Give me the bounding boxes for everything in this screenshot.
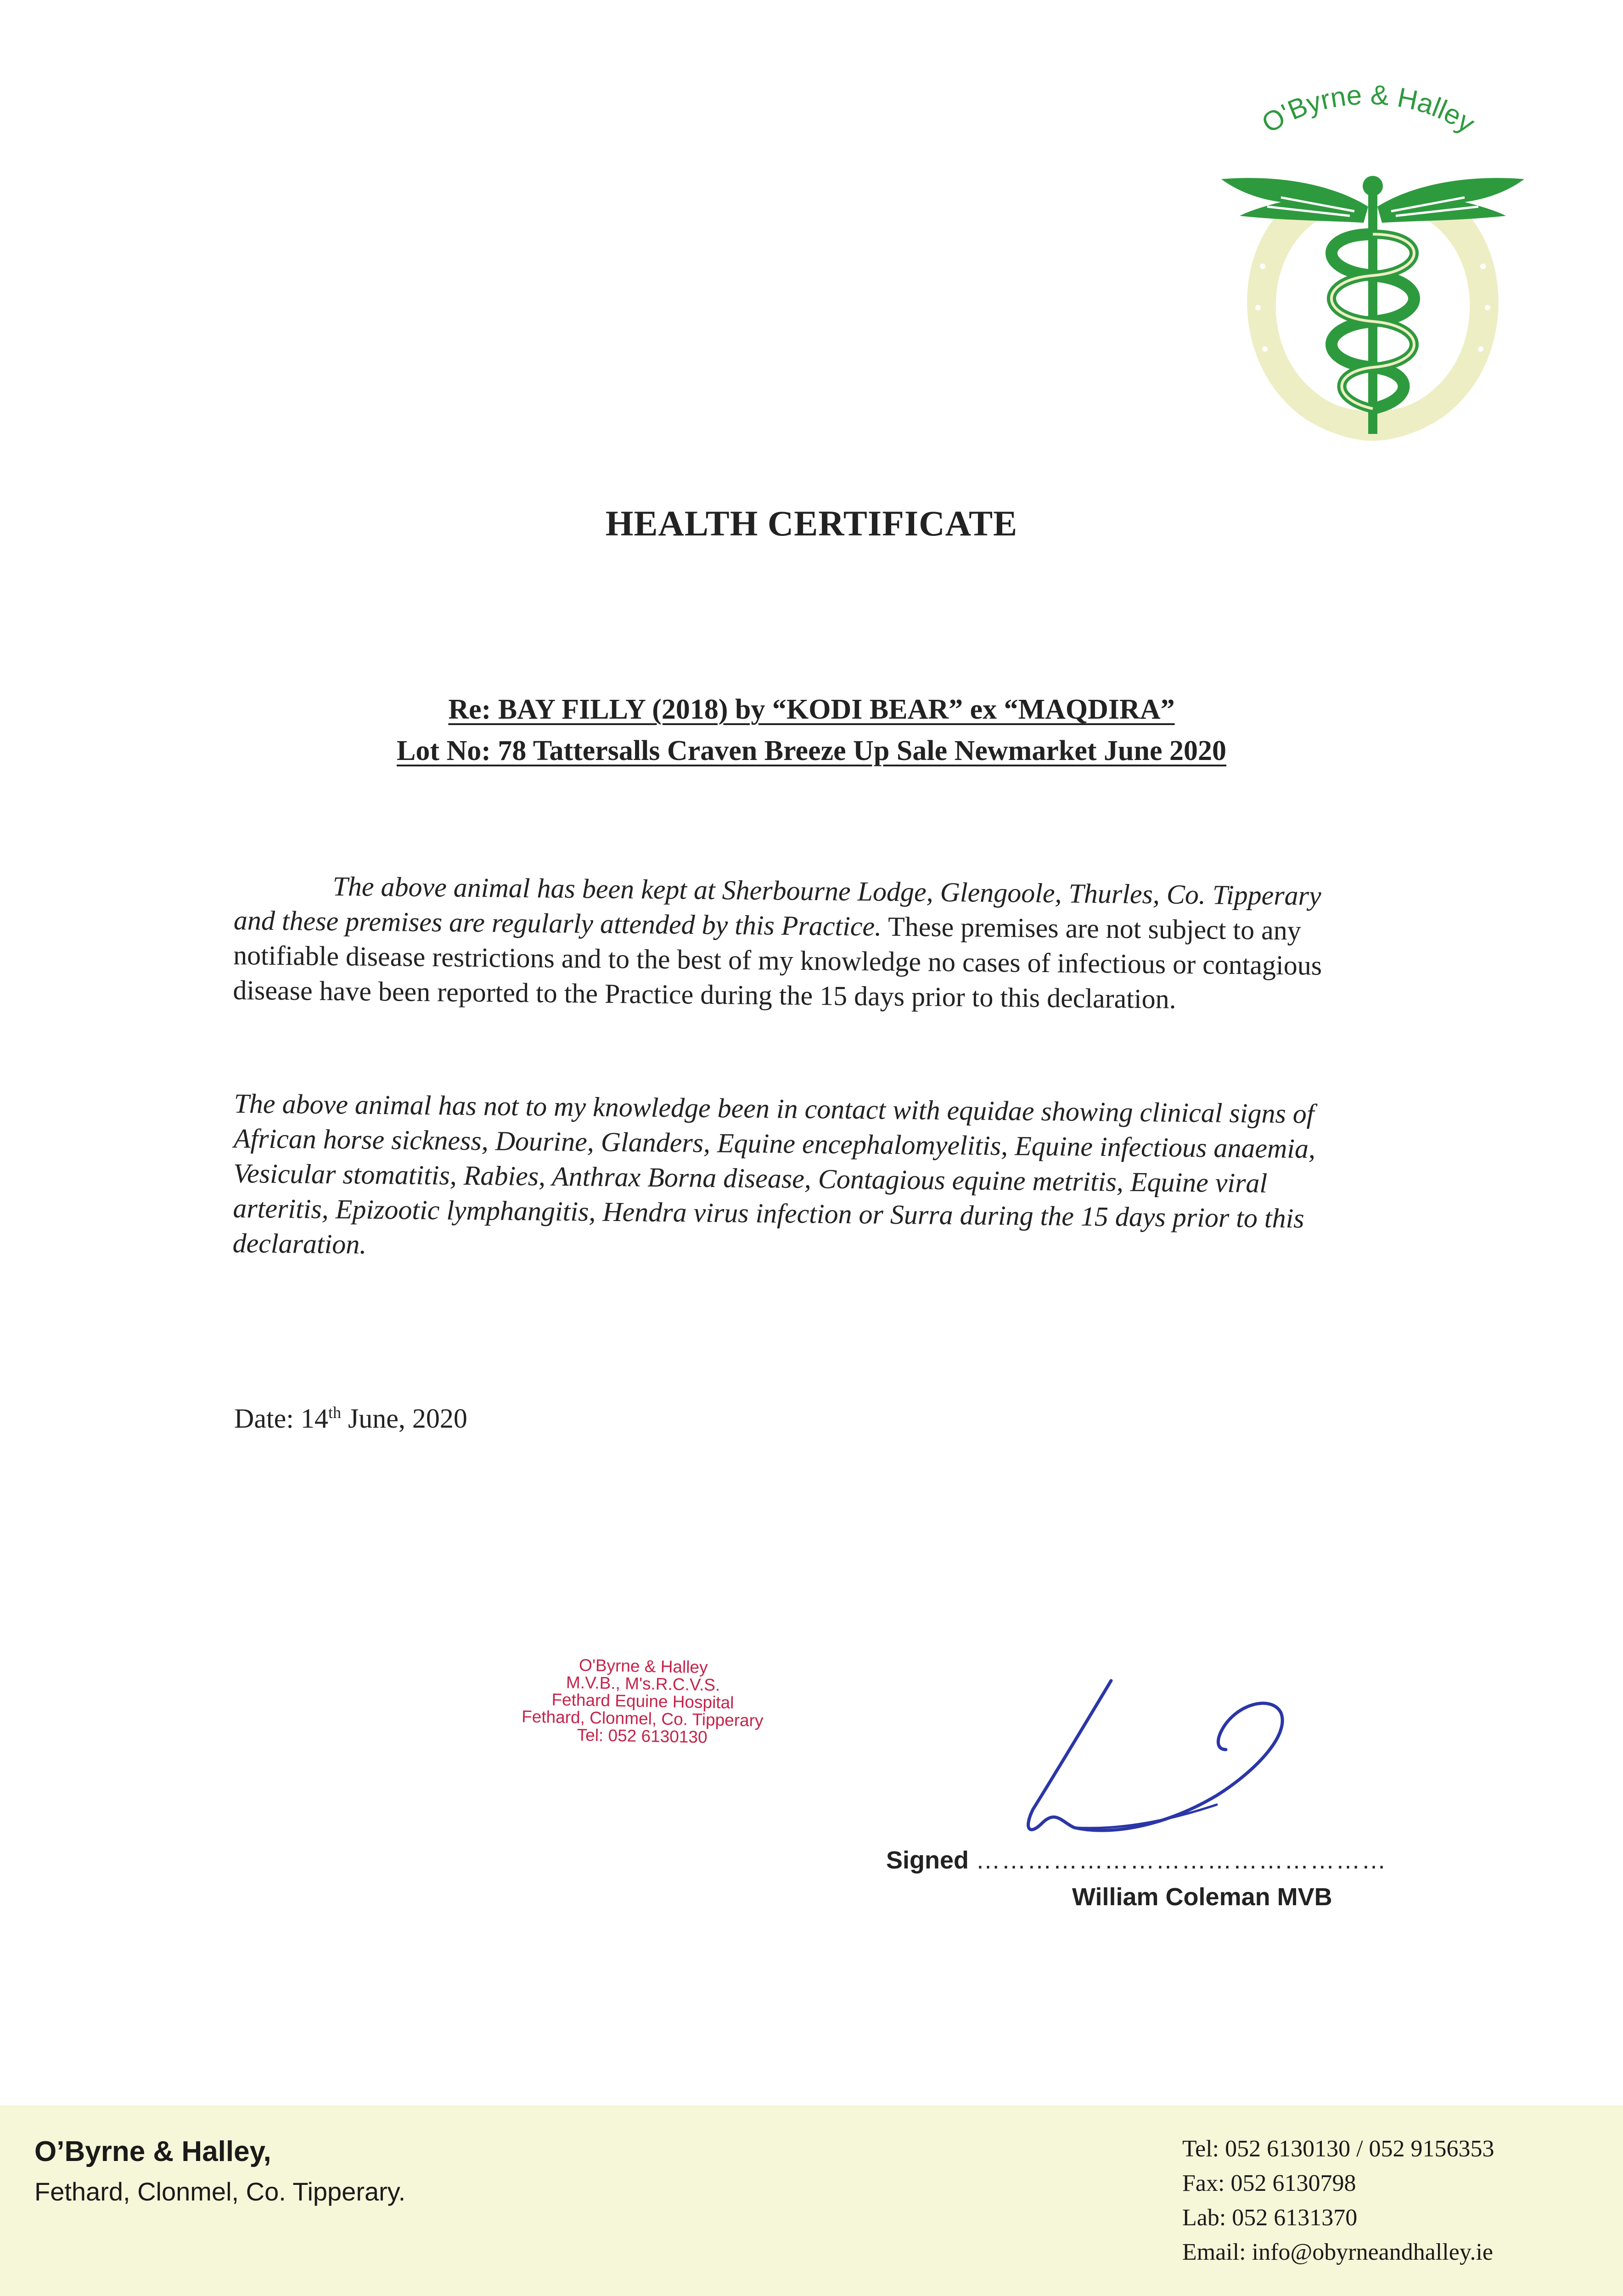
premises-italic-text: The above animal has been kept at Sherbourne Lodge, Glengoole, Thurles, Co. Tipperary and these premises are regularly attended by this Practice. [233,871,1321,942]
footer-tel: Tel: 052 6130130 / 052 9156353 [1182,2136,1494,2162]
signer-name: William Coleman MVB [1072,1883,1332,1911]
stamp-line-name: O'Byrne & Halley [578,1655,708,1677]
premises-declaration-paragraph [233,868,1354,1018]
lot-number-line: Lot No: 78 Tattersalls Craven Breeze Up Sale Newmarket June 2020 [397,735,1226,766]
signed-label: Signed ………………………………………… [886,1846,1387,1874]
stamp-line-qualifications: M.V.B., M's.R.C.V.S. [566,1673,720,1694]
declaration-date: Date: 14th June, 2020 [234,1403,467,1434]
footer-lab: Lab: 052 6131370 [1182,2205,1358,2231]
footer-email: Email: info@obyrneandhalley.ie [1182,2239,1493,2265]
signature-line: ………………………………………… [976,1846,1387,1874]
practice-stamp [495,1655,790,1747]
logo-brand-text: O'Byrne & Halley [1256,79,1481,139]
handwritten-signature [978,1671,1309,1864]
disease-contact-paragraph: The above animal has not to my knowledge been in contact with equidae showing clinical signs of African horse sickness, Dourine, Glanders, Equine encephalomyelitis, Equine infectious anaemia, Vesicular stomatitis, Rabies, Anthrax Borna disease, Contagious equine metritis, Equine viral arteritis, Epizootic lymphangitis, Hendra virus infection or Surra during the 15 days prior to this declaration. [232,1088,1316,1260]
footer-fax: Fax: 052 6130798 [1182,2170,1356,2196]
stamp-line-address: Fethard, Clonmel, Co. Tipperary [521,1707,764,1730]
footer-address: Fethard, Clonmel, Co. Tipperary. [34,2177,406,2206]
practice-logo [1212,69,1533,450]
stamp-line-tel: Tel: 052 6130130 [577,1725,708,1747]
page-title: HEALTH CERTIFICATE [605,503,1018,543]
re-subject-line: Re: BAY FILLY (2018) by “KODI BEAR” ex “MAQDIRA” [448,694,1175,725]
footer-practice-name: O’Byrne & Halley, [34,2136,271,2167]
premises-normal-text: These premises are not subject to any notifiable disease restrictions and to the best of my knowledge no cases of infectious or contagious disease have been reported to the Practice during the 15 days prior to this declaration. [233,911,1322,1014]
stamp-line-hospital: Fethard Equine Hospital [551,1690,734,1712]
